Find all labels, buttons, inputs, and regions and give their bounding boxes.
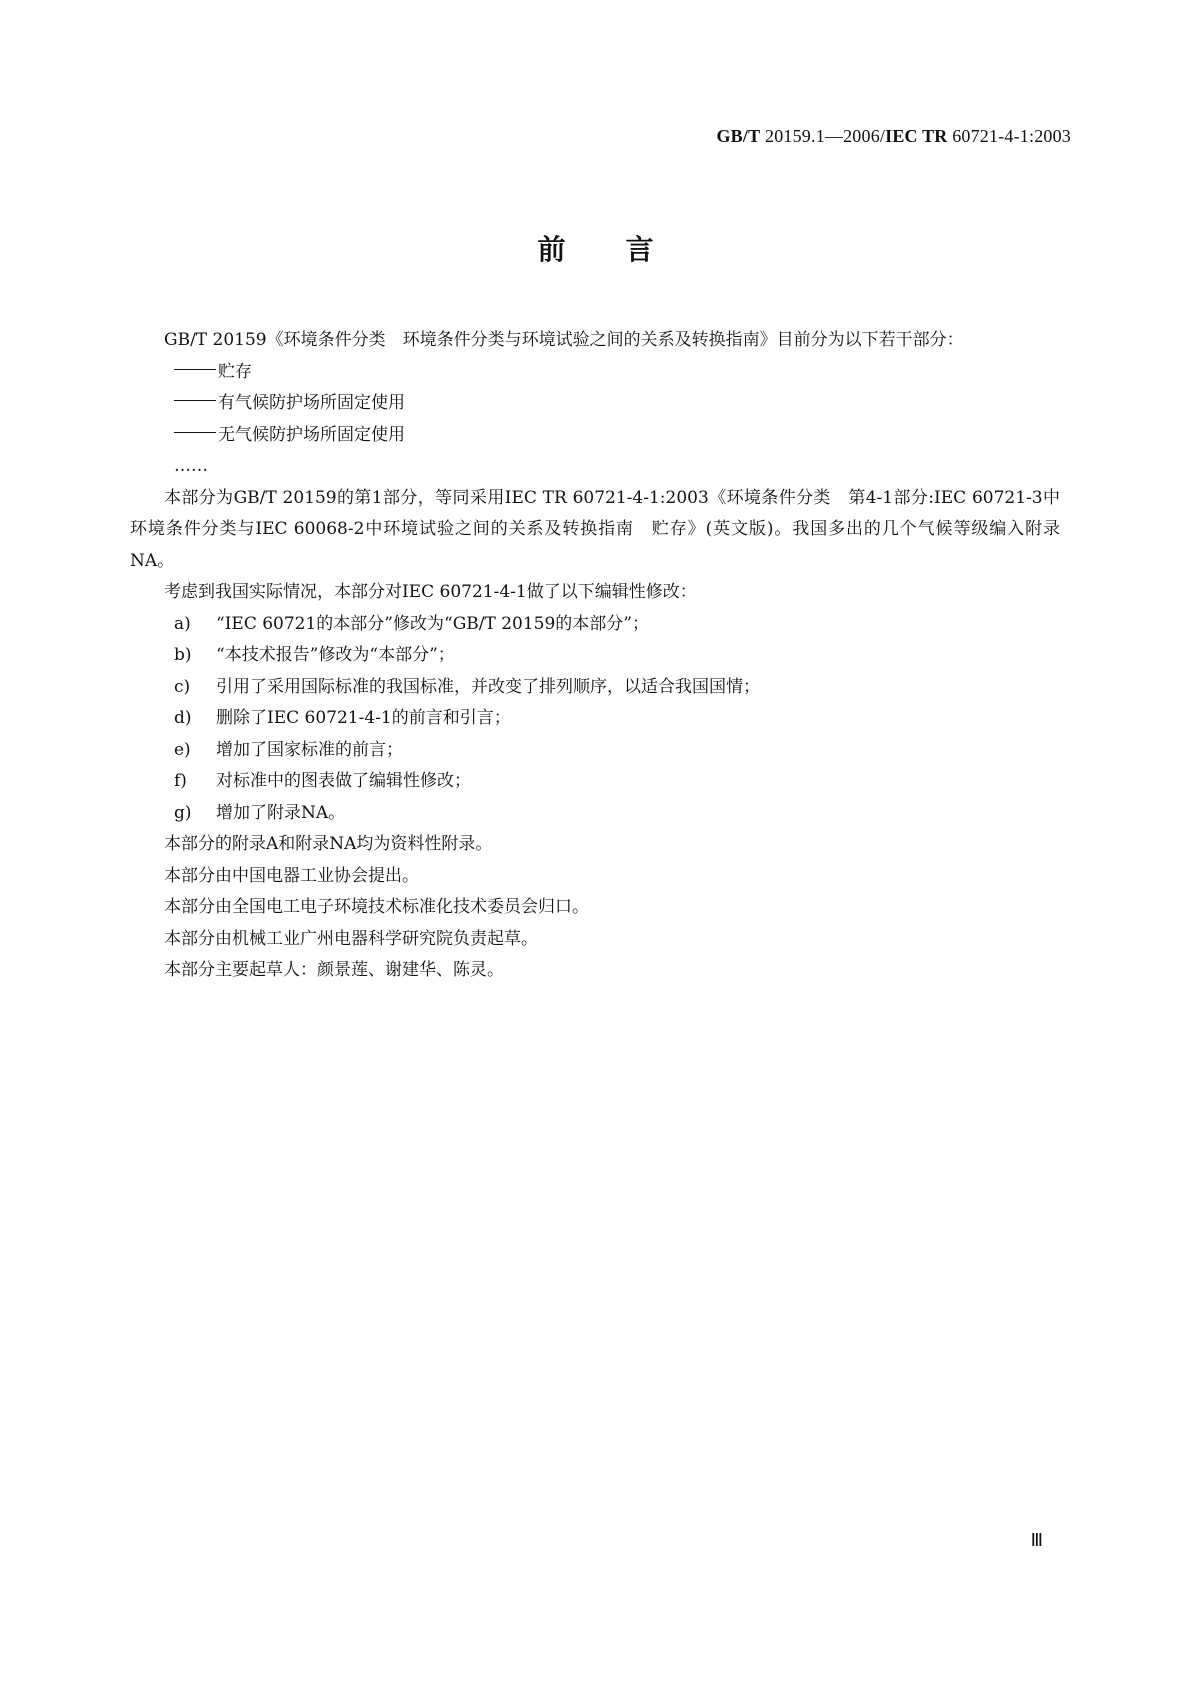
list-item: 无气候防护场所固定使用 [130,420,1060,452]
intro-paragraph: GB/T 20159《环境条件分类 环境条件分类与环境试验之间的关系及转换指南》目前分为以下若干部分： [164,330,964,350]
dash-mark [174,400,216,401]
change-item: f) 对标准中的图表做了编辑性修改； [174,771,471,791]
change-item: c) 引用了采用国际标准的我国标准，并改变了排列顺序，以适合我国国情； [174,676,760,697]
standard-code-header [716,126,1071,147]
code-iec: IEC TR [885,126,948,146]
code-iec-number: 60721-4-1:2003 [947,126,1071,146]
ellipsis: …… [174,456,208,476]
page-title: 前言 [537,233,714,266]
change-item: b) “本技术报告”修改为“本部分”； [174,645,455,665]
change-item: a) “IEC 60721的本部分”修改为“GB/T 20159的本部分”； [174,613,650,634]
dash-mark [174,432,216,433]
code-prefix: GB/T [716,126,761,146]
document-body [130,325,1060,987]
code-number: 20159.1—2006/ [760,126,886,146]
dash-mark [174,369,216,370]
change-item: e) 增加了国家标准的前言； [174,739,403,760]
adoption-paragraph: 本部分为GB/T 20159的第1部分，等同采用IEC TR 60721-4-1:2003《环境条件分类 第4-1部分:IEC 60721-3中环境条件分类与IEC 60068-2中环境试验之间的关系及转换指南 贮存》(英文版)。我国多出的几个气候等级编入附录NA。 [130,487,1060,571]
closing-line: 本部分的附录A和附录NA均为资料性附录。 [164,834,493,854]
changes-intro: 考虑到我国实际情况，本部分对IEC 60721-4-1做了以下编辑性修改： [164,582,697,602]
closing-line: 本部分由机械工业广州电器科学研究院负责起草。 [164,928,538,949]
list-item: 有气候防护场所固定使用 [130,388,1060,420]
change-item: d) 删除了IEC 60721-4-1的前言和引言； [174,708,511,728]
closing-line: 本部分由中国电器工业协会提出。 [164,865,419,886]
list-item: 贮存 [130,357,1060,389]
change-item: g) 增加了附录NA。 [174,802,346,823]
closing-line: 本部分由全国电工电子环境技术标准化技术委员会归口。 [164,897,589,917]
closing-line: 本部分主要起草人：颜景莲、谢建华、陈灵。 [164,960,504,980]
page-number: Ⅲ [1030,1530,1043,1550]
